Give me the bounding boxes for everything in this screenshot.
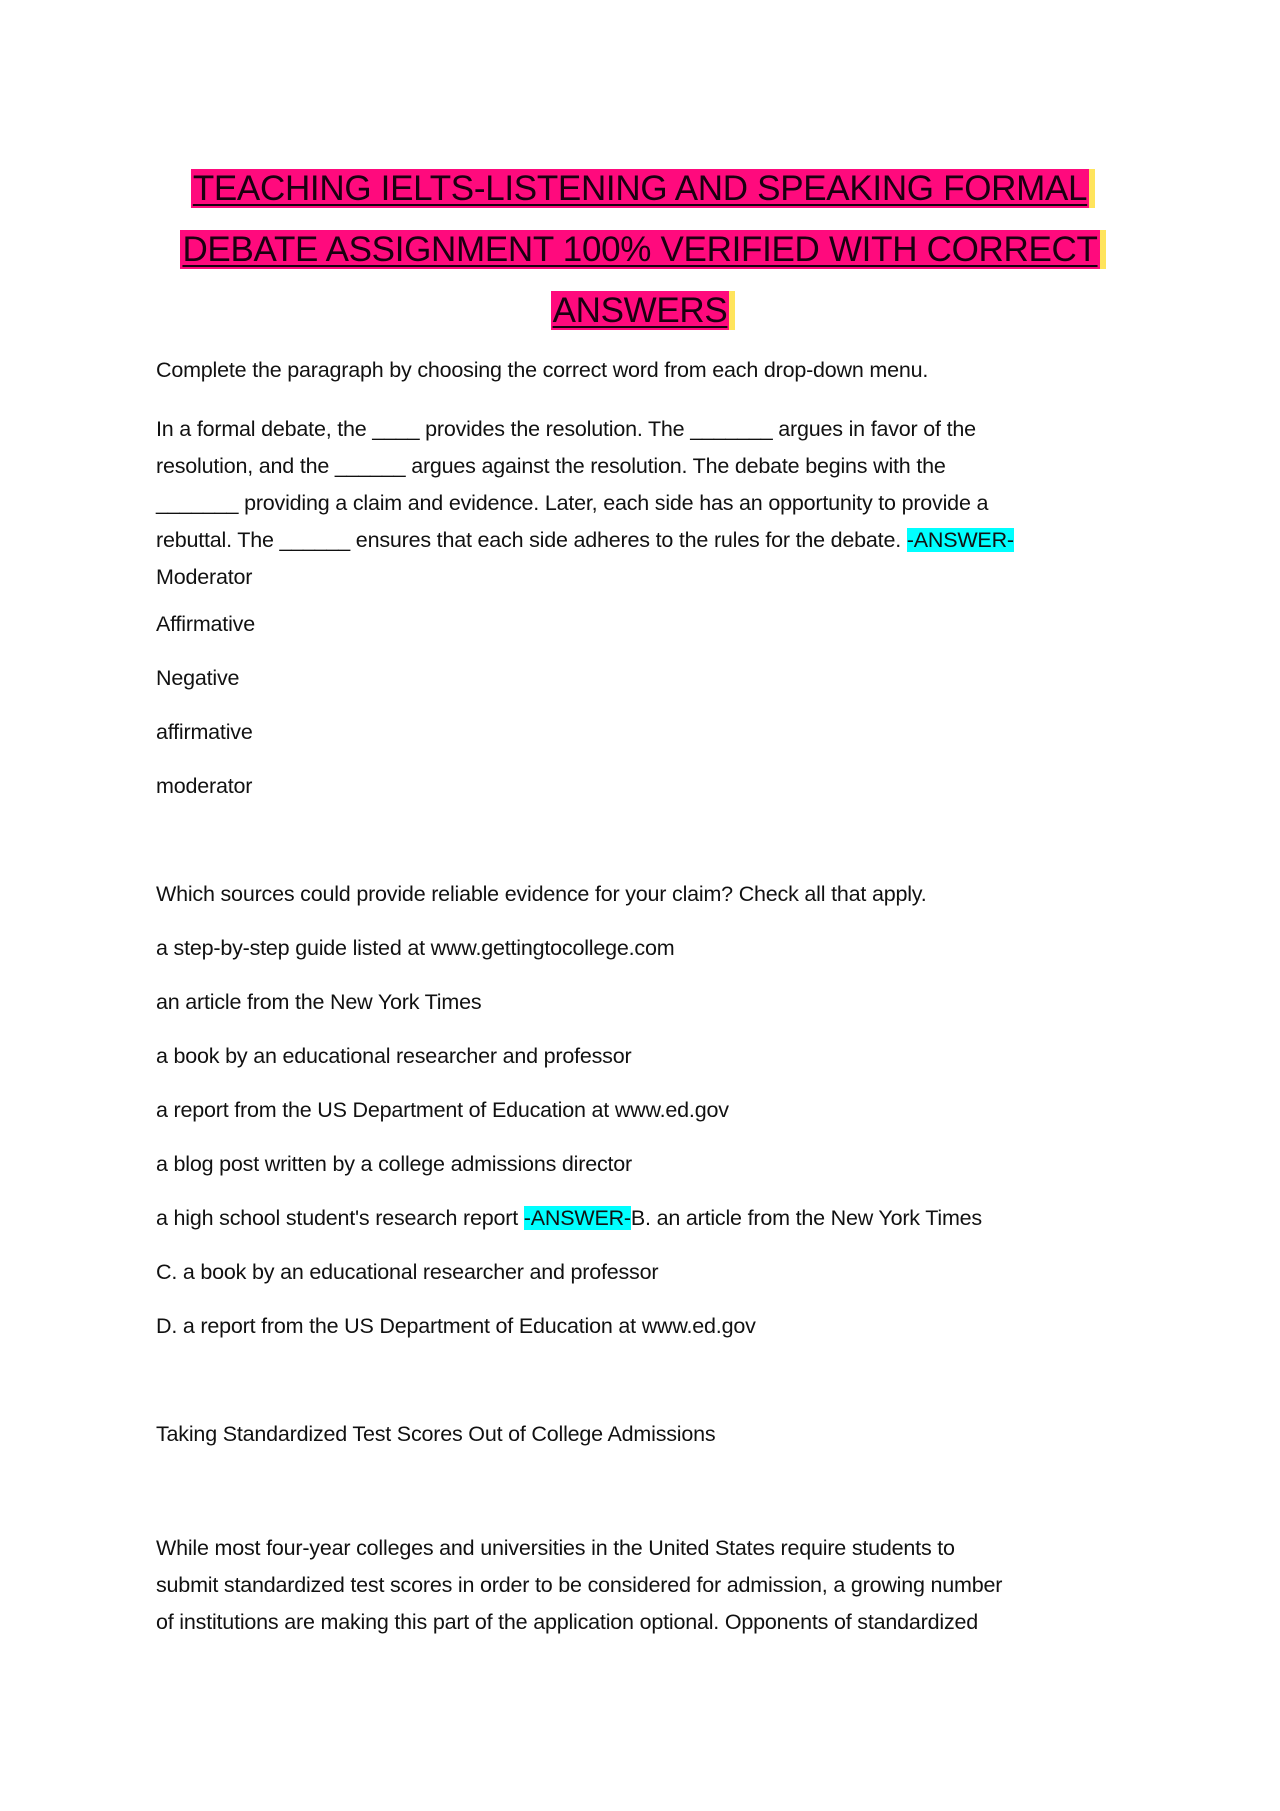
q1-paragraph-line: resolution, and the ______ argues against the resolution. The debate begins with the [156,454,946,478]
passage-heading: Taking Standardized Test Scores Out of College Admissions [156,1422,716,1446]
title-line: ANSWERS [552,291,728,330]
q1-answer: Affirmative [156,612,255,636]
answer-tag: -ANSWER- [906,528,1014,552]
q1-answer: affirmative [156,720,253,744]
q1-answer: Negative [156,666,240,690]
q2-option: an article from the New York Times [156,990,482,1014]
passage-line: of institutions are making this part of the application optional. Opponents of standardized [156,1610,979,1634]
q1-answer: Moderator [156,565,253,589]
document-title [150,158,1130,341]
q1-answer: moderator [156,774,253,798]
q2-option: a blog post written by a college admissions director [156,1152,632,1176]
q2-option: a report from the US Department of Education at www.ed.gov [156,1098,729,1122]
passage-body [156,1530,1126,1641]
title-line: TEACHING IELTS-LISTENING AND SPEAKING FORMAL [192,169,1088,208]
q1-paragraph-line: rebuttal. The ______ ensures that each side adheres to the rules for the debate. -ANSWER- [156,528,1014,552]
q2-answer: D. a report from the US Department of Education at www.ed.gov [156,1314,756,1338]
passage-line: While most four-year colleges and universities in the United States require students to [156,1536,955,1560]
q2-option: a step-by-step guide listed at www.gettingtocollege.com [156,936,675,960]
q2-question: Which sources could provide reliable evidence for your claim? Check all that apply. [156,882,927,906]
title-line: DEBATE ASSIGNMENT 100% VERIFIED WITH CORRECT [182,230,1098,269]
q2-option: a high school student's research report -ANSWER-B. an article from the New York Times [156,1206,982,1230]
q1-paragraph [156,411,1126,596]
q2-option: a book by an educational researcher and professor [156,1044,632,1068]
q1-paragraph-line: _______ providing a claim and evidence. Later, each side has an opportunity to provide a [156,491,989,515]
q1-instruction: Complete the paragraph by choosing the correct word from each drop-down menu. [156,358,929,382]
answer-tag: -ANSWER- [523,1206,631,1230]
q1-paragraph-line: In a formal debate, the ____ provides the resolution. The _______ argues in favor of the [156,417,976,441]
q2-answer: C. a book by an educational researcher and professor [156,1260,659,1284]
passage-line: submit standardized test scores in order to be considered for admission, a growing number [156,1573,1003,1597]
